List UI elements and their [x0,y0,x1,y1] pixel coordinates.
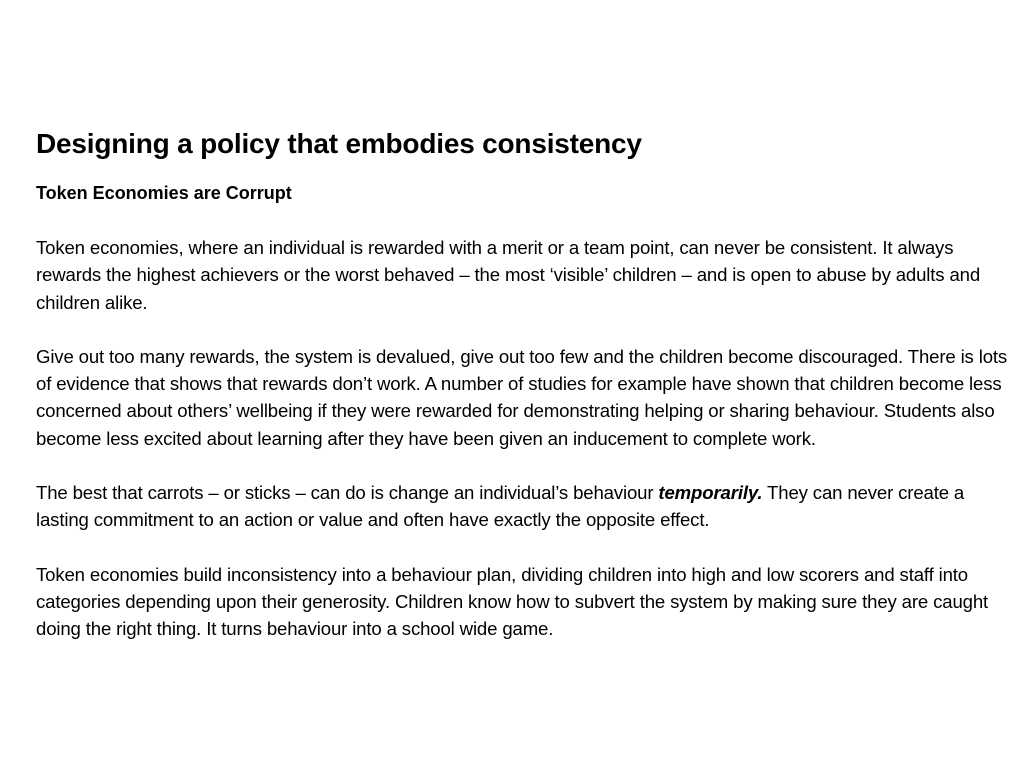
paragraph-carrots-sticks [36,479,1011,534]
section-heading: Token Economies are Corrupt [36,183,292,203]
paragraph-inconsistency: Token economies build inconsistency into a behaviour plan, dividing children into high and low scorers and staff into categories depending upon their generosity. Children know how to subvert the system by making sure they are caught doing the right thing. It turns behaviour into a school wide game. [36,563,989,640]
slide-title: Designing a policy that embodies consistency [36,128,642,159]
paragraph-token-economies: Token economies, where an individual is rewarded with a merit or a team point, can never be consistent. It always rewards the highest achievers or the worst behaved – the most ‘visible’ children – and is open to abuse by adults and children alike. [36,237,981,313]
carrots-text-before: The best that carrots – or sticks – can do is change an individual’s behaviour [36,482,659,504]
carrots-text-after: They can never create a lasting commitment to an action or value and often have exactly the opposite effect. [36,482,965,531]
paragraph-rewards-evidence: Give out too many rewards, the system is devalued, give out too few and the children become discouraged. There is lots of evidence that shows that rewards don’t work. A number of studies for example have shown that children become less concerned about others’ wellbeing if they were rewarded for demonstrating helping or sharing behaviour. Students also become less excited about learning after they have been given an inducement to complete work. [36,345,1008,449]
emphasis-temporarily: temporarily. [658,482,763,504]
slide-content [36,124,1011,643]
